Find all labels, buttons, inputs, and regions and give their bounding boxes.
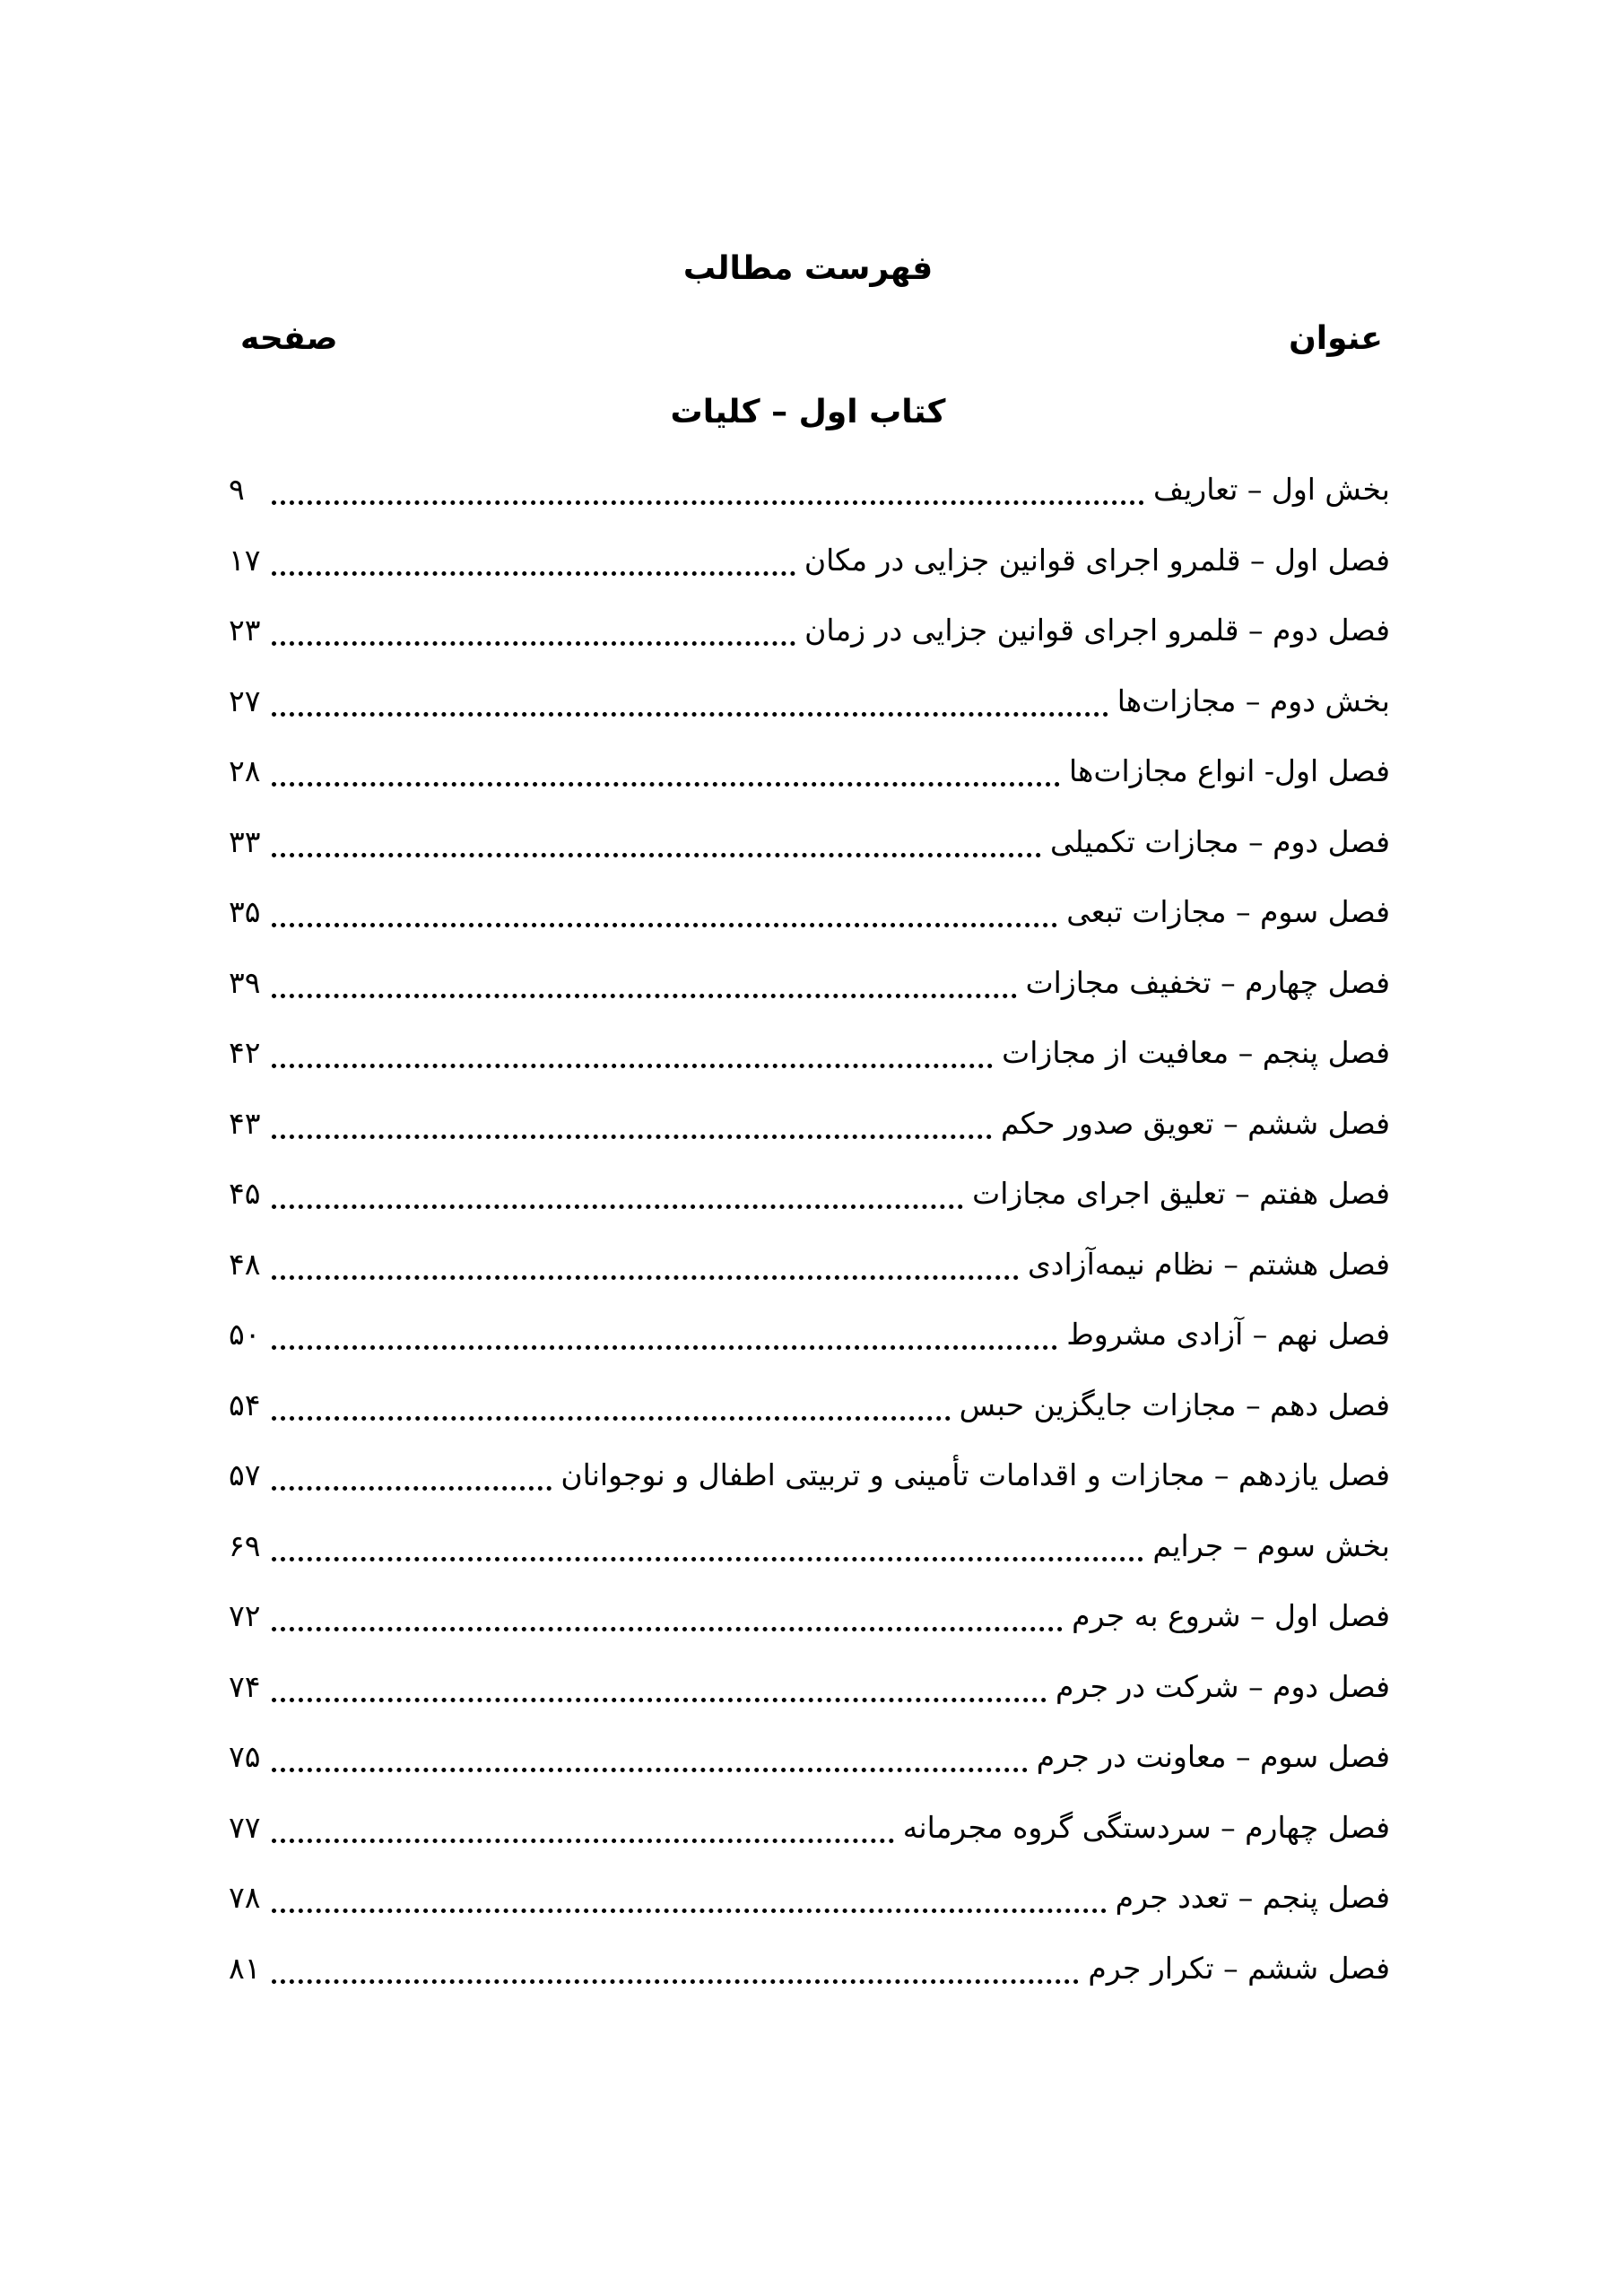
toc-entry-page-number: ۳۹ (229, 964, 261, 1000)
toc-entry[interactable] (229, 741, 1390, 812)
toc-entry-title: فصل چهارم – تخفیف مجازات (1025, 964, 1390, 1000)
table-of-contents (229, 459, 1390, 2008)
dot-leader (272, 1521, 1143, 1561)
toc-entry-title: فصل اول – شروع به جرم (1072, 1598, 1390, 1633)
column-headers (240, 312, 1383, 366)
toc-entry-page-number: ۲۷ (229, 683, 261, 718)
toc-entry[interactable] (229, 1797, 1390, 1868)
toc-entry[interactable] (229, 459, 1390, 530)
toc-entry[interactable] (229, 1445, 1390, 1516)
dot-leader (272, 605, 795, 646)
dot-leader (272, 1803, 894, 1843)
toc-entry-title: فصل ششم – تکرار جرم (1088, 1950, 1390, 1986)
toc-entry-page-number: ۸۱ (229, 1950, 261, 1986)
toc-entry[interactable] (229, 1163, 1390, 1234)
toc-entry-page-number: ۶۹ (229, 1527, 261, 1563)
toc-entry-title: فصل اول- انواع مجازات‌ها (1068, 753, 1390, 788)
toc-entry[interactable] (229, 1726, 1390, 1797)
dot-leader (272, 1239, 1019, 1280)
toc-entry-page-number: ۷۸ (229, 1880, 261, 1915)
dot-leader (272, 1099, 992, 1139)
toc-entry-title: فصل سوم – مجازات تبعی (1066, 894, 1390, 929)
toc-entry-page-number: ۵۷ (229, 1457, 261, 1492)
toc-entry-page-number: ۷۵ (229, 1739, 261, 1774)
dot-leader (272, 1732, 1028, 1772)
toc-entry-title: بخش دوم – مجازات‌ها (1116, 683, 1390, 718)
toc-entry[interactable] (229, 1304, 1390, 1375)
toc-entry[interactable] (229, 952, 1390, 1023)
toc-entry[interactable] (229, 882, 1390, 952)
dot-leader (272, 958, 1017, 998)
dot-leader (272, 887, 1057, 927)
toc-entry[interactable] (229, 530, 1390, 601)
dot-leader (272, 817, 1041, 857)
toc-entry-title: فصل هشتم – نظام نیمه‌آزادی (1027, 1246, 1390, 1282)
toc-entry[interactable] (229, 1375, 1390, 1446)
toc-entry[interactable] (229, 1657, 1390, 1727)
toc-entry-page-number: ۵۴ (229, 1387, 261, 1422)
toc-entry-page-number: ۴۲ (229, 1035, 261, 1070)
toc-entry-page-number: ۴۸ (229, 1246, 261, 1282)
toc-entry[interactable] (229, 1516, 1390, 1587)
toc-entry[interactable] (229, 1586, 1390, 1657)
book-heading: کتاب اول – کلیات (670, 394, 946, 430)
dot-leader (272, 465, 1144, 505)
dot-leader (272, 535, 795, 576)
toc-entry-title: فصل دوم – قلمرو اجرای قوانین جزایی در زمان (804, 613, 1390, 648)
toc-entry-title: فصل اول – قلمرو اجرای قوانین جزایی در مکان (804, 542, 1390, 578)
dot-leader (272, 1450, 552, 1491)
toc-entry-page-number: ۷۷ (229, 1809, 261, 1845)
toc-entry-page-number: ۹ (229, 472, 245, 507)
dot-leader (272, 1169, 963, 1209)
toc-entry-page-number: ۷۴ (229, 1668, 261, 1704)
dot-leader (272, 746, 1060, 787)
dot-leader (272, 1944, 1079, 1984)
dot-leader (272, 1028, 993, 1068)
toc-entry-title: فصل دوم – مجازات تکمیلی (1050, 823, 1390, 859)
toc-entry-title: بخش اول – تعاریف (1152, 472, 1390, 507)
toc-entry-page-number: ۲۸ (229, 753, 261, 788)
toc-entry-title: فصل یازدهم – مجازات و اقدامات تأمینی و تربیتی اطفال و نوجوانان (560, 1457, 1390, 1492)
toc-entry[interactable] (229, 1867, 1390, 1938)
toc-entry-page-number: ۵۰ (229, 1317, 261, 1352)
toc-entry-title: فصل چهارم – سردستگی گروه مجرمانه (902, 1809, 1390, 1845)
column-header-page: صفحه (240, 320, 338, 357)
toc-entry-page-number: ۳۳ (229, 823, 261, 859)
toc-entry-title: فصل پنجم – تعدد جرم (1115, 1880, 1390, 1915)
dot-leader (272, 1591, 1063, 1631)
toc-entry[interactable] (229, 600, 1390, 671)
toc-entry-title: فصل ششم – تعویق صدور حکم (1000, 1105, 1390, 1141)
toc-entry[interactable] (229, 1938, 1390, 2009)
dot-leader (272, 1380, 951, 1421)
toc-entry-title: فصل هفتم – تعلیق اجرای مجازات (972, 1176, 1390, 1211)
toc-entry[interactable] (229, 671, 1390, 742)
toc-entry[interactable] (229, 1093, 1390, 1164)
page-title: فهرست مطالب (682, 250, 934, 287)
toc-entry-title: بخش سوم – جرایم (1152, 1527, 1390, 1563)
toc-entry-page-number: ۳۵ (229, 894, 261, 929)
dot-leader (272, 1309, 1057, 1350)
toc-entry-title: فصل سوم – معاونت در جرم (1036, 1739, 1390, 1774)
column-header-title: عنوان (1289, 320, 1383, 357)
toc-entry-page-number: ۱۷ (229, 542, 261, 578)
toc-entry-page-number: ۲۳ (229, 613, 261, 648)
toc-entry-title: فصل پنجم – معافیت از مجازات (1002, 1035, 1390, 1070)
toc-entry[interactable] (229, 812, 1390, 883)
dot-leader (272, 1662, 1047, 1702)
dot-leader (272, 1873, 1107, 1913)
toc-entry[interactable] (229, 1234, 1390, 1305)
toc-entry-page-number: ۴۵ (229, 1176, 261, 1211)
toc-entry-title: فصل دوم – شرکت در جرم (1055, 1668, 1390, 1704)
toc-entry-title: فصل دهم – مجازات جایگزین حبس (959, 1387, 1390, 1422)
toc-entry-page-number: ۴۳ (229, 1105, 261, 1141)
toc-entry-page-number: ۷۲ (229, 1598, 261, 1633)
toc-entry-title: فصل نهم – آزادی مشروط (1066, 1317, 1390, 1352)
dot-leader (272, 676, 1108, 717)
toc-entry[interactable] (229, 1022, 1390, 1093)
